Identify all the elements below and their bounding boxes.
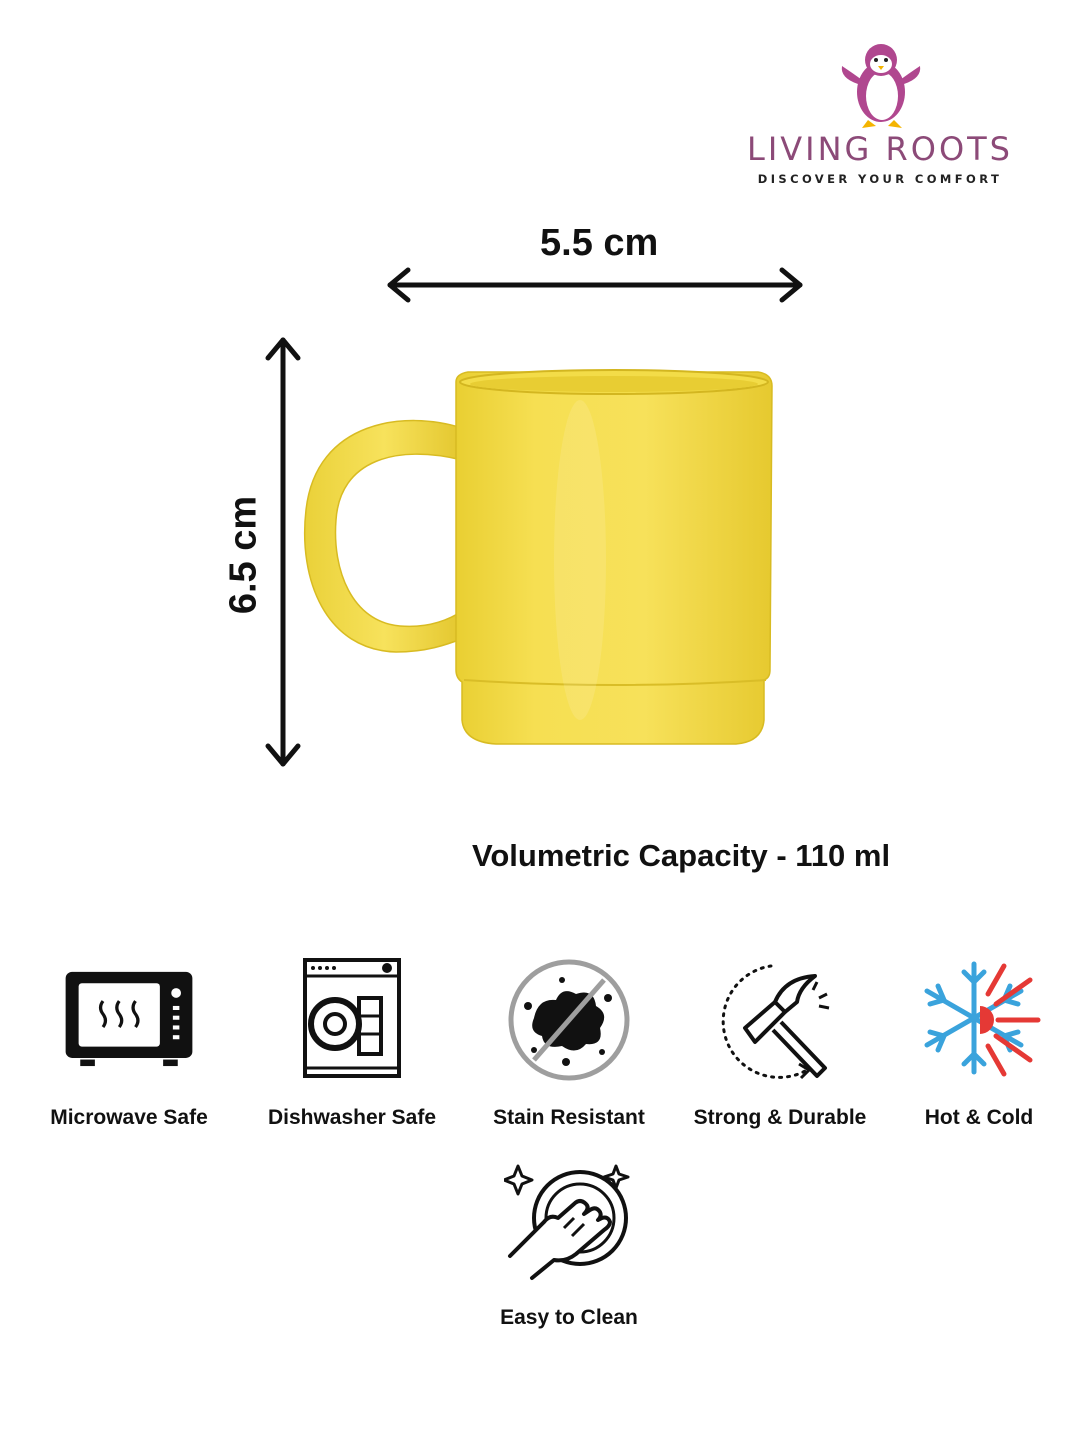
feature-dishwasher-safe [242, 958, 462, 1130]
feature-label: Stain Resistant [493, 1106, 645, 1129]
brand-logo [740, 38, 1020, 188]
feature-label: Strong & Durable [693, 1106, 867, 1129]
width-arrow-icon [380, 262, 810, 308]
dishwasher-icon [287, 958, 417, 1088]
feature-label: Dishwasher Safe [267, 1106, 437, 1129]
brand-tagline: DISCOVER YOUR COMFORT [757, 172, 1003, 186]
hot-cold-icon [914, 958, 1044, 1088]
penguin-logo-icon [836, 38, 926, 130]
height-dimension-label: 6.5 cm [222, 495, 265, 615]
capacity-text: Volumetric Capacity - 110 ml [472, 838, 891, 873]
feature-label: Hot & Cold [924, 1106, 1034, 1129]
feature-hot-cold [869, 958, 1080, 1130]
width-dimension-label: 5.5 cm [540, 222, 659, 264]
easy-clean-icon [504, 1158, 634, 1288]
feature-easy-to-clean [459, 1158, 679, 1330]
feature-stain-resistant [459, 958, 679, 1130]
feature-strong-durable [670, 958, 890, 1130]
brand-name: LIVING ROOTS [747, 130, 1013, 168]
yellow-mug-image [296, 360, 786, 760]
feature-microwave-safe [19, 958, 239, 1130]
stain-resistant-icon [504, 958, 634, 1088]
hammer-icon [715, 958, 845, 1088]
feature-label: Easy to Clean [500, 1306, 638, 1329]
microwave-icon [64, 958, 194, 1088]
feature-label: Microwave Safe [50, 1106, 208, 1129]
